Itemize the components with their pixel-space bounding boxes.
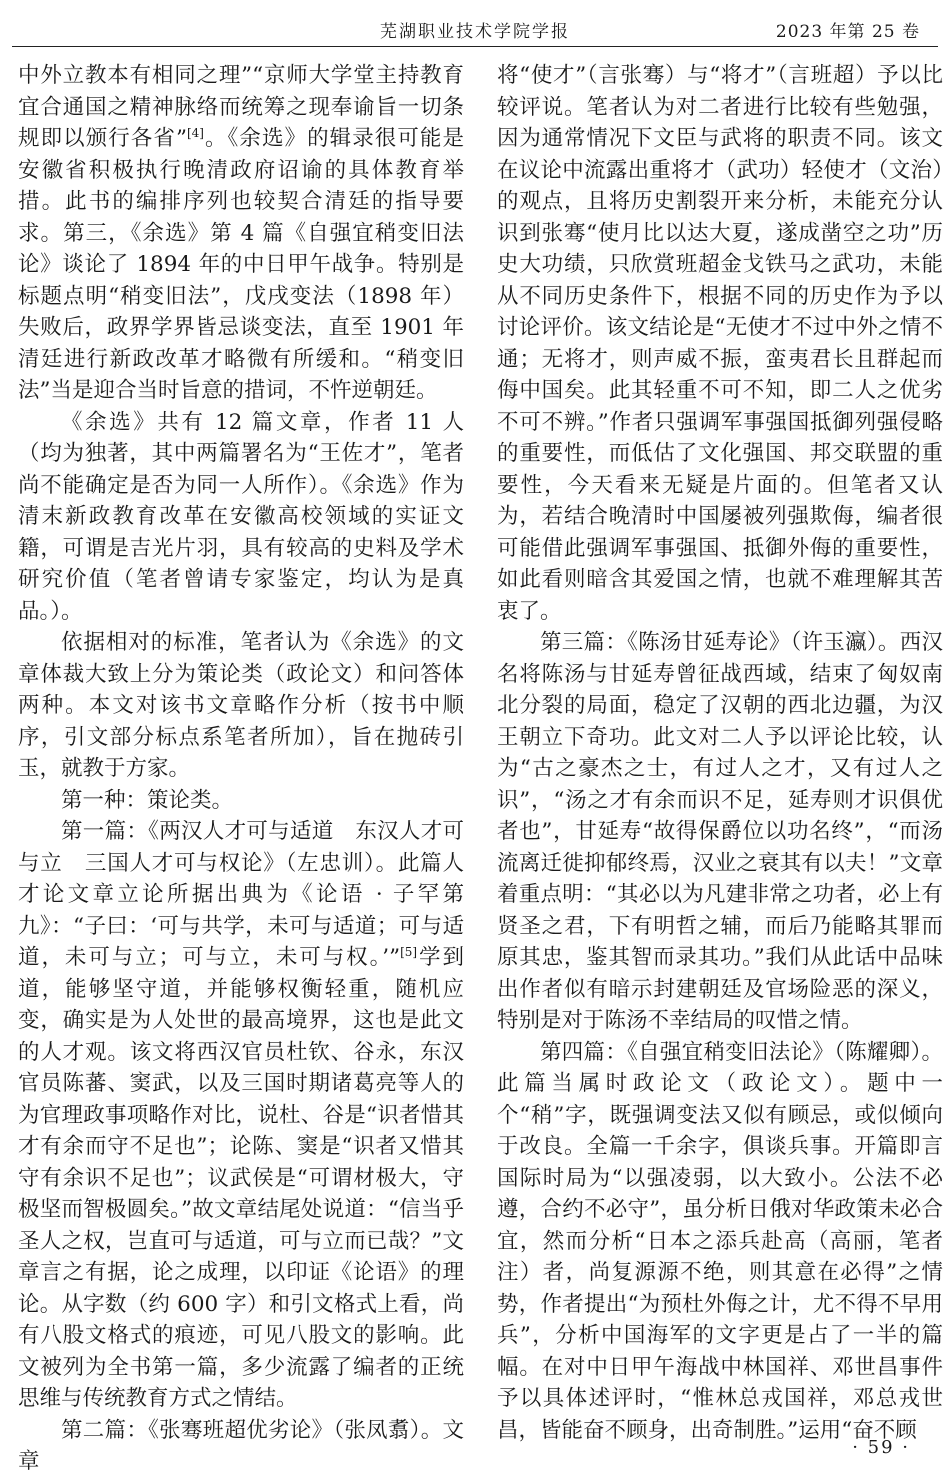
section-heading: 第一种：策论类。 bbox=[61, 787, 234, 813]
left-column bbox=[18, 60, 464, 1478]
issue-info: 2023 年第 25 卷 bbox=[775, 22, 920, 42]
paragraph: 第四篇：《自强宜稍变旧法论》（陈耀卿）。此篇当属时政论文（政论文）。题中一个“稍”字，既强调变法又似有顾忌，或似倾向于改良。全篇一千余字，俱谈兵事。开篇即言国际时局为“以强凌弱，以大致小。公法不必遵，合约不必守”，虽分析日俄对华政策未必合宜，然而分析“日本之添兵赴高（高丽，笔者注）者，尚复源源不绝，则其意在必得”之情势，作者提出“为预杜外侮之计，尤不得不早用兵”，分析中国海军的文字更是占了一半的篇幅。在对中日甲午海战中林国祥、邓世昌事件予以具体述评时，“惟林总戎国祥，邓总戎世昌，皆能奋不顾身，出奇制胜。”运用“奋不顾 bbox=[497, 1039, 943, 1443]
paragraph bbox=[18, 60, 464, 407]
paragraph: 第二篇：《张骞班超优劣论》（张凤翥）。文章 bbox=[18, 1417, 464, 1474]
paragraph: 依据相对的标准，笔者认为《余选》的文章体裁大致上分为策论类（政论文）和问答体两种。本文对该书文章略作分析（按书中顺序，引文部分标点系笔者所加），旨在抛砖引玉，就教于方家。 bbox=[18, 630, 464, 781]
header-rule bbox=[12, 46, 938, 47]
paragraph: 《余选》共有 12 篇文章，作者 11 人（均为独著，其中两篇署名为“王佐才”，笔者尚不能确定是否为同一人所作）。《余选》作为清末新政教育改革在安徽高校领域的实证文籍，可谓是吉光片羽，具有较高的史料及学术研究价值（笔者曾请专家鉴定，均认为是真品。）。 bbox=[18, 409, 464, 624]
paragraph-text: 第一篇：《两汉人才可与适道 东汉人才可与立 三国人才可与权论》（左忠训）。此篇人才论文章立论所据出典为《论语 · 子罕第九》：“子曰：‘可与共学，未可与适道；可与适道，未可与立；可与立，未可与权。’” bbox=[18, 819, 464, 970]
paragraph: 将“使才”（言张骞）与“将才”（言班超）予以比较评说。笔者认为对二者进行比较有些勉强，因为通常情况下文臣与武将的职责不同。该文在议论中流露出重将才（武功）轻使才（文治）的观点，且将历史割裂开来分析，未能充分认识到张骞“使月比以达大夏，遂成凿空之功”历史大功绩，只欣赏班超金戈铁马之武功，未能从不同历史条件下，根据不同的历史作为予以讨论评价。该文结论是“无使才不过中外之情不通；无将才，则声威不振，蛮夷君长且群起而侮中国矣。此其轻重不可不知，即二人之优劣不可不辨。”作者只强调军事强国抵御列强侵略的重要性，而低估了文化强国、邦交联盟的重要性，今天看来无疑是片面的。但笔者又认为，若结合晚清时中国屡被列强欺侮，编者很可能借此强调军事强国、抵御外侮的重要性，如此看则暗含其爱国之情，也就不难理解其苦衷了。 bbox=[497, 63, 943, 624]
paragraph: 第三篇：《陈汤甘延寿论》（许玉瀛）。西汉名将陈汤与甘延寿曾征战西域，结束了匈奴南北分裂的局面，稳定了汉朝的西北边疆，为汉王朝立下奇功。此文对二人予以评论比较，认为“古之豪杰之士，有过人之才，又有过人之识”，“汤之才有余而识不足，延寿则才识俱优者也”，甘延寿“故得保爵位以功名终”，“而汤流离迁徙抑郁终焉，汉业之衰其有以夫！”文章着重点明：“其必以为凡建非常之功者，必上有贤圣之君，下有明哲之辅，而后乃能略其罪而原其忠，鉴其智而录其功。”我们从此话中品味出作者似有暗示封建朝廷及官场险恶的深义，特别是对于陈汤不幸结局的叹惜之情。 bbox=[497, 630, 943, 1033]
paragraph-text: 中外立教本有相同之理”“京师大学堂主持教育宜合通国之精神脉络而统筹之现奉谕旨一切条规即以颁行各省” bbox=[18, 63, 464, 151]
citation-ref: [4] bbox=[186, 125, 204, 140]
right-column bbox=[497, 60, 943, 1446]
page-number: · 59 · bbox=[852, 1437, 910, 1458]
page-header bbox=[0, 0, 950, 50]
paragraph-text: 。《余选》的辑录很可能是安徽省积极执行晚清政府诏谕的具体教育举措。此书的编排序列也较契合清廷的指导要求。第三，《余选》第 4 篇《自强宜稍变旧法论》谈论了 1894 年的中日甲午战争。特别是标题点明“稍变旧法”，戊戌变法（1898 年）失败后，政界学界皆忌谈变法，直至 1901 年清廷进行新政改革才略微有所缓和。“稍变旧法”当是迎合当时旨意的措词，不忤逆朝廷。 bbox=[18, 126, 464, 403]
paragraph bbox=[18, 816, 464, 1415]
paragraph-text: 学到道，能够坚守道，并能够权衡轻重，随机应变，确实是为人处世的最高境界，这也是此文的人才观。该文将西汉官员杜钦、谷永，东汉官员陈蕃、窦武，以及三国时期诸葛亮等人的为官理政事项略作对比，说杜、谷是“识者惜其才有余而守不足也”；论陈、窦是“识者又惜其守有余识不足也”；议武侯是“可谓材极大，守极坚而智极圆矣。”故文章结尾处说道：“信当乎圣人之权，岂直可与适道，可与立而已哉？”文章言之有据，论之成理，以印证《论语》的理论。从字数（约 600 字）和引文格式上看，尚有八股文格式的痕迹，可见八股文的影响。此文被列为全书第一篇，多少流露了编者的正统思维与传统教育方式之情结。 bbox=[18, 945, 464, 1411]
citation-ref: [5] bbox=[400, 944, 418, 959]
journal-title: 芜湖职业技术学院学报 bbox=[380, 22, 570, 42]
